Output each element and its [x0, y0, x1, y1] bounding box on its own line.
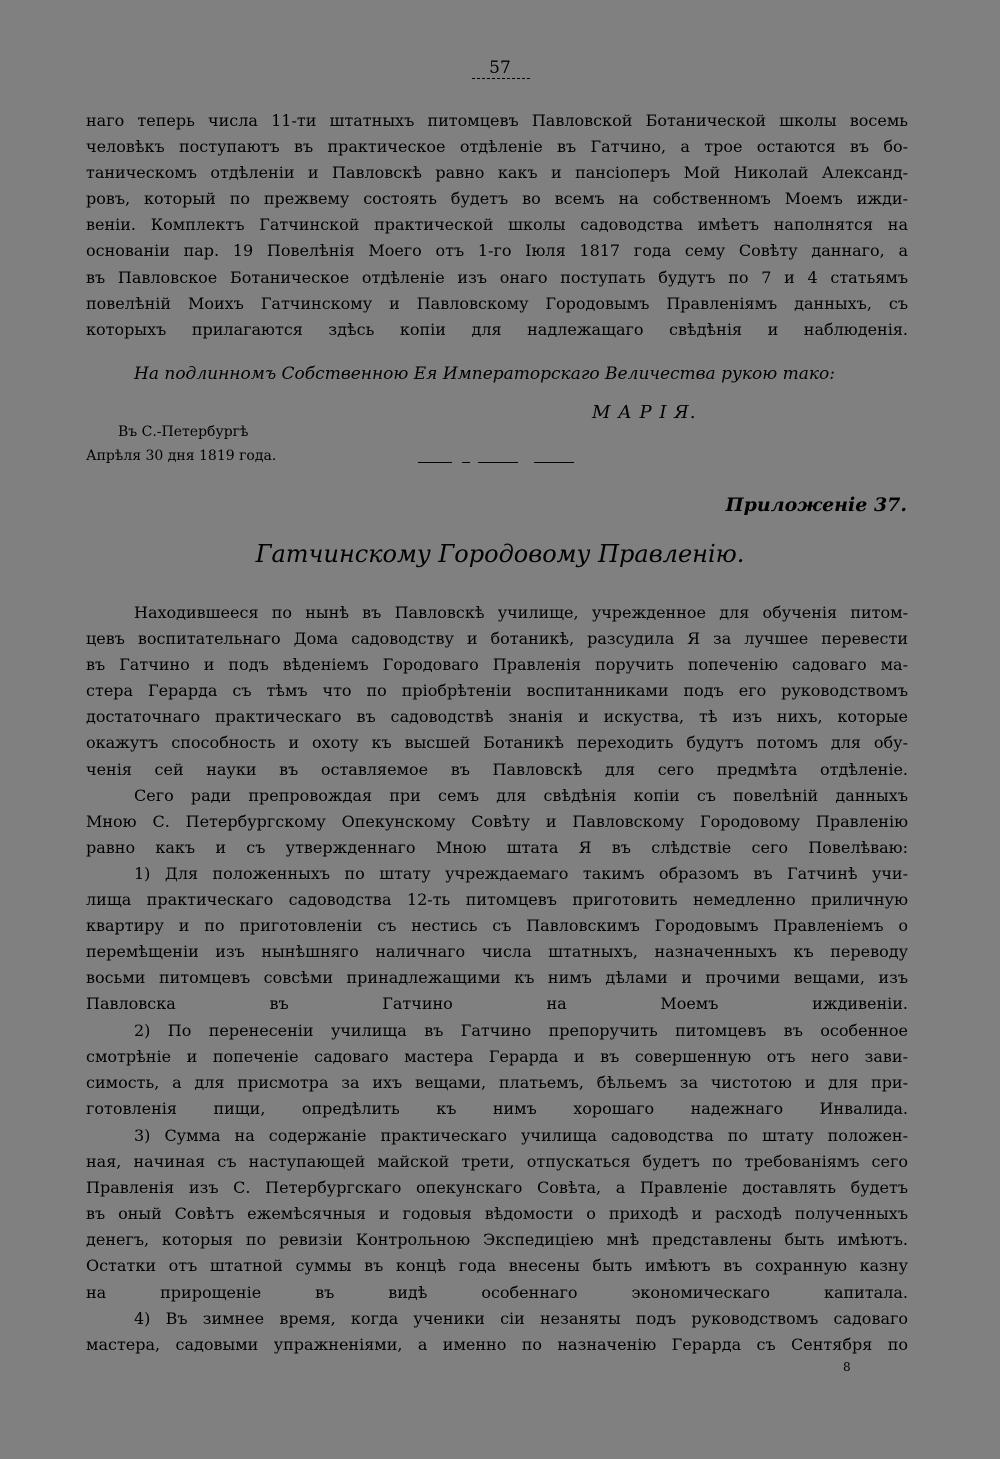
text-line: окажутъ способность и охоту къ высшей Ботаникѣ переходить будутъ потомъ для обу-	[86, 733, 908, 753]
text-line: Остатки отъ штатной суммы въ концѣ года внесены быть имѣютъ въ сохранную казну	[86, 1256, 908, 1276]
text-line: Сего ради препровождая при семъ для свѣдѣнія копіи съ повелѣній данныхъ	[134, 786, 908, 805]
paragraph-6	[86, 1306, 908, 1358]
text-line: въ Павловское Ботаническое отдѣленіе изъ онаго поступать будутъ по 7 и 4 статьямъ	[86, 267, 908, 287]
text-line: 2) По перенесеніи училища въ Гатчино препоручить питомцевъ въ особенное	[134, 1021, 908, 1040]
text-line: Мною С. Петербургскому Опекунскому Совѣту и Павловскому Городовому Правленію	[86, 812, 908, 832]
letter-heading: Гатчинскому Городовому Правленію.	[255, 540, 745, 568]
paragraph-2	[86, 783, 908, 861]
signature-note: На подлинномъ Собственною Ея Императорскаго Величества рукою тако:	[134, 364, 835, 384]
text-line: ная, начиная съ наступающей майской трети, отпускаться будетъ по требованіямъ сего	[86, 1152, 908, 1172]
text-line: 1) Для положенныхъ по штату учреждаемаго такимъ образомъ въ Гатчинѣ учи-	[134, 864, 908, 883]
text-line: перемѣщеніи изъ нынѣшняго наличнаго числа штатныхъ, назначенныхъ къ переводу	[86, 942, 908, 962]
paragraph-5	[86, 1123, 908, 1306]
paragraph-4	[86, 1018, 908, 1122]
text-line: таническомъ отдѣленіи и Павловскѣ равно какъ и пансіоперъ Мой Николай Александ-	[86, 163, 908, 183]
text-line: въ Гатчино и подъ вѣденіемъ Городоваго Правленія поручить попеченію садоваго ма-	[86, 655, 908, 675]
text-line: Правленія изъ С. Петербургскаго опекунскаго Совѣта, а Правленіе доставлять будетъ	[86, 1178, 908, 1198]
text-line: готовленія пищи, опредѣлить къ нимъ хорошаго надежнаго Инвалида.	[86, 1099, 908, 1119]
divider-segment	[462, 462, 470, 463]
place-date	[86, 420, 276, 468]
text-line: смотрѣніе и попеченіе садоваго мастера Герарда и въ совершенную отъ него зави-	[86, 1047, 908, 1067]
text-line: наго теперь числа 11-ти штатныхъ питомцевъ Павловской Ботанической школы восемь	[86, 111, 908, 130]
text-line: основаніи пар. 19 Повелѣнія Моего отъ 1-го Іюля 1817 года сему Совѣту даннаго, а	[86, 241, 908, 261]
divider-segment	[534, 462, 574, 463]
top-paragraph	[86, 108, 908, 343]
signature-mark: 8	[843, 1360, 851, 1374]
text-line: ченія сей науки въ оставляемое въ Павловскѣ для сего предмѣта отдѣленіе.	[86, 759, 908, 779]
text-line: въ оный Совѣтъ ежемѣсячныя и годовыя вѣдомости о приходѣ и расходѣ полученныхъ	[86, 1204, 908, 1224]
text-line: 4) Въ зимнее время, когда ученики сіи незаняты подъ руководствомъ садоваго	[134, 1309, 908, 1328]
place-line: Въ С.-Петербургѣ	[118, 424, 249, 440]
text-line: равно какъ и съ утвержденнаго Мною штата Я въ слѣдствіе сего Повелѣваю:	[86, 838, 908, 858]
text-line: которыхъ прилагаются здѣсь копіи для надлежащаго свѣдѣнія и наблюденія.	[86, 319, 908, 339]
text-line: лища практическаго садоводства 12-ть питомцевъ приготовить немедленно приличную	[86, 890, 908, 910]
text-line: симость, а для присмотра за ихъ вещами, платьемъ, бѣльемъ за чистотою и для при-	[86, 1073, 908, 1093]
paragraph-3	[86, 861, 908, 1018]
text-line: квартиру и по приготовленіи съ нестись съ Павловскимъ Городовымъ Правленіемъ о	[86, 916, 908, 936]
text-line: мастера, садовыми упражненіями, а именно по назначенію Герарда съ Сентября по	[86, 1335, 908, 1355]
date-line: Апрѣля 30 дня 1819 года.	[86, 448, 277, 464]
text-line: денегъ, которыя по ревизіи Контрольною Экспедиціею мнѣ представлены быть имѣютъ.	[86, 1230, 908, 1250]
text-line: восьми питомцевъ совсѣми принадлежащими къ нимъ дѣлами и прочими вещами, изъ	[86, 968, 908, 988]
paragraph-1	[86, 600, 908, 783]
text-line: ровъ, который по прежвему состоять будетъ во всемъ на собственномъ Моемъ ижди-	[86, 189, 908, 209]
text-line: веніи. Комплектъ Гатчинской практической школы садоводства имѣетъ наполнятся на	[86, 215, 908, 235]
text-line: достаточнаго практическаго въ садоводствѣ знанія и искуства, тѣ изъ нихъ, которые	[86, 707, 908, 727]
divider-segment	[478, 462, 518, 463]
text-line: стера Герарда съ тѣмъ что по пріобрѣтеніи воспитанниками подъ его руководствомъ	[86, 681, 908, 701]
text-line: Павловска въ Гатчино на Моемъ иждивеніи.	[86, 994, 908, 1014]
page-number: 57	[489, 58, 511, 78]
text-line: на прирощеніе въ видѣ особеннаго экономическаго капитала.	[86, 1282, 908, 1302]
divider-segment	[418, 462, 452, 463]
page-number-rule	[472, 78, 530, 79]
text-line: человѣкъ поступаютъ въ практическое отдѣленіе въ Гатчино, а трое остаются въ бо-	[86, 137, 908, 157]
text-line: цевъ воспитательнаго Дома садоводству и ботаникѣ, разсудила Я за лучшее перевести	[86, 629, 908, 649]
text-line: повелѣній Моихъ Гатчинскому и Павловскому Городовымъ Правленіямъ данныхъ, съ	[86, 293, 908, 313]
text-line: 3) Сумма на содержаніе практическаго училища садоводства по штату положен-	[134, 1126, 908, 1145]
text-line: Находившееся по нынѣ въ Павловскѣ училище, учрежденное для обученія питом-	[134, 603, 908, 622]
appendix-label: Приложеніе 37.	[725, 494, 907, 516]
signature: М А Р І Я.	[592, 402, 697, 423]
